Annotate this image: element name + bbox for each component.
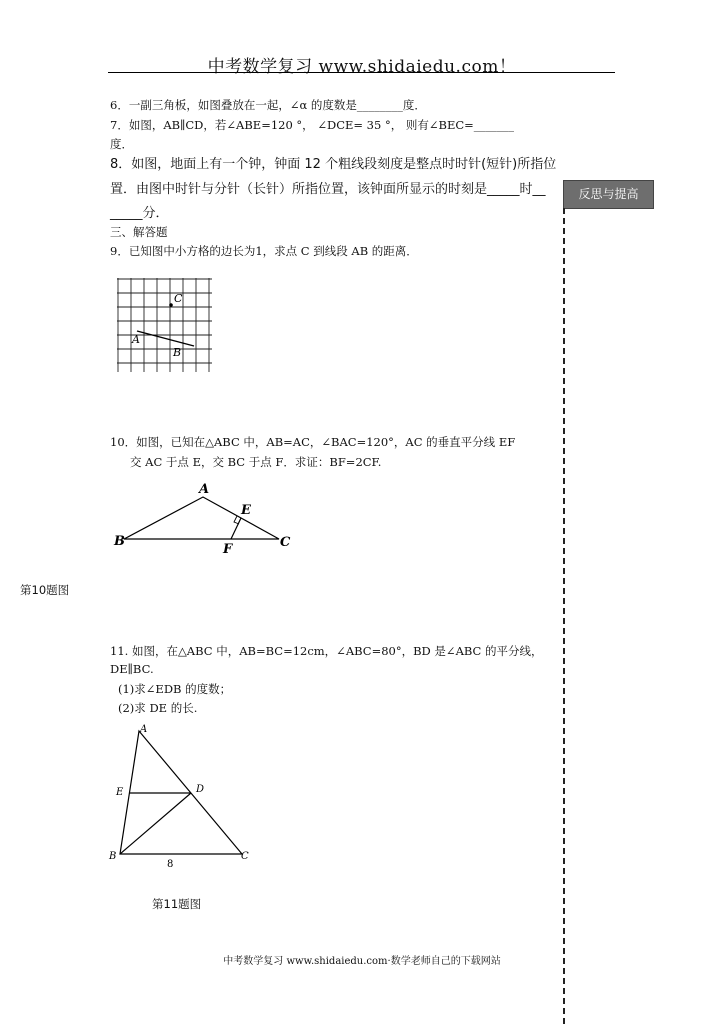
header-rule xyxy=(108,72,615,73)
section-3-heading: 三、解答题 xyxy=(110,225,168,239)
label-b: B xyxy=(109,851,117,862)
question-6: 6．一副三角板，如图叠放在一起，∠α 的度数是________度． xyxy=(110,98,426,112)
question-7-line1: 7．如图，AB∥CD，若∠ABE=120 °， ∠DCE= 35 °， 则有∠BEC=_______ xyxy=(110,118,515,132)
page-footer: 中考数学复习 www.shidaiedu.com·数学老师自己的下载网站 xyxy=(223,956,501,967)
question-8-line1: 8．如图，地面上有一个钟，钟面 12 个粗线段刻度是整点时时针(短针)所指位 xyxy=(110,157,557,172)
label-a: A xyxy=(140,724,148,735)
segment-bd xyxy=(120,793,191,854)
figure-11-triangle xyxy=(105,722,260,872)
question-11-line2: DE∥BC. xyxy=(110,662,154,676)
label-base-length: 8 xyxy=(167,859,174,870)
label-a: A xyxy=(199,482,210,497)
question-10-line2: 交 AC 于点 E，交 BC 于点 F．求证：BF=2CF. xyxy=(130,455,382,469)
figure-10-caption: 第10题图 xyxy=(20,583,70,597)
question-10-line1: 10．如图，已知在△ABC 中，AB=AC，∠BAC=120°，AC 的垂直平分线 EF xyxy=(110,435,516,449)
label-d: D xyxy=(196,784,205,795)
perpendicular-bisector-ef xyxy=(231,518,241,539)
figure-10-triangle xyxy=(110,478,300,558)
label-c: C xyxy=(280,535,291,550)
question-8-line2: 置．由图中时针与分针（长针）所指位置，该钟面所显示的时刻是_____时__ xyxy=(110,182,546,197)
label-b: B xyxy=(114,534,125,549)
label-a: A xyxy=(132,333,140,346)
figure-11-caption: 第11题图 xyxy=(152,897,202,911)
label-e: E xyxy=(116,787,124,798)
label-c: C xyxy=(174,292,183,305)
sidebar-dashed-line xyxy=(563,208,565,1024)
label-b: B xyxy=(173,346,182,359)
question-11-part1: (1)求∠EDB 的度数； xyxy=(118,682,232,696)
figure-9-grid xyxy=(115,276,215,374)
question-8-line3: _____分． xyxy=(110,206,169,221)
label-c: C xyxy=(241,851,249,862)
grid-lines xyxy=(117,278,212,372)
question-11-part2: (2)求 DE 的长. xyxy=(118,701,198,715)
triangle-abc xyxy=(124,497,279,539)
question-9: 9．已知图中小方格的边长为1，求点 C 到线段 AB 的距离． xyxy=(110,244,418,258)
question-11-line1: 11. 如图，在△ABC 中，AB=BC=12cm，∠ABC=80°，BD 是∠ABC 的平分线， xyxy=(110,644,543,658)
label-f: F xyxy=(223,542,233,557)
point-c xyxy=(169,303,173,307)
page-header-title: 中考数学复习 www.shidaiedu.com！ xyxy=(207,57,517,77)
sidebar-reflection-label: 反思与提高 xyxy=(563,180,654,209)
label-e: E xyxy=(241,503,251,518)
question-7-line2: 度． xyxy=(110,137,133,151)
segment-ab xyxy=(137,331,194,346)
